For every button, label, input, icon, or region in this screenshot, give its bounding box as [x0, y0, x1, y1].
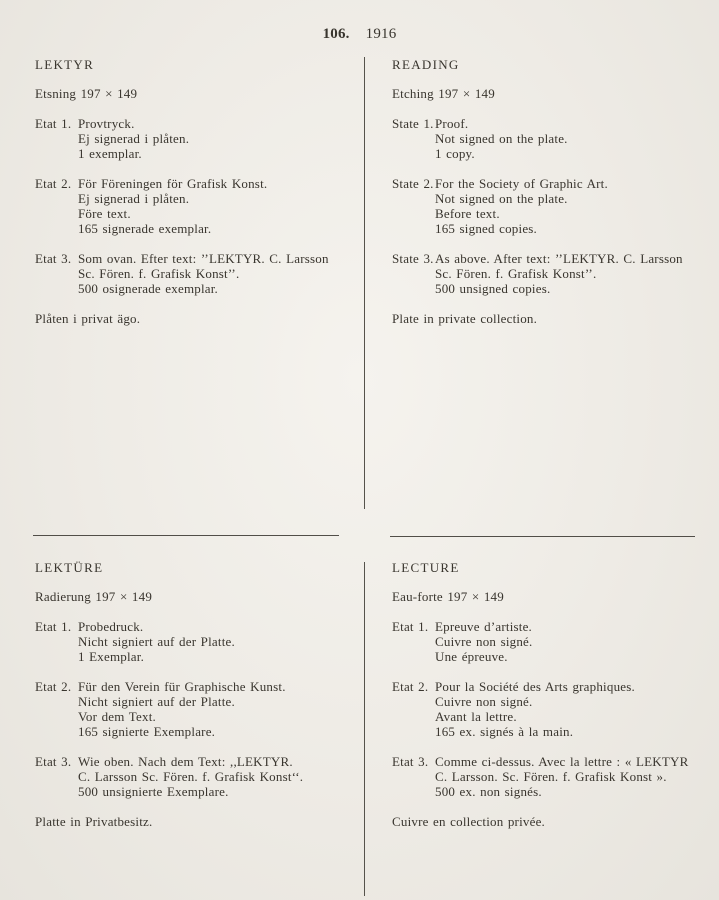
- state-lines: [78, 116, 349, 161]
- year: 1916: [365, 26, 397, 42]
- state-block: [392, 176, 706, 236]
- state-line: För Föreningen för Grafisk Konst.: [78, 176, 268, 191]
- state-line: 165 signerade exemplar.: [78, 221, 212, 236]
- state-lines: [78, 176, 349, 236]
- state-line: 1 copy.: [435, 146, 475, 161]
- state-line: Before text.: [435, 206, 500, 221]
- state-line: 500 osignerade exemplar.: [78, 281, 219, 296]
- section-title: LEKTÜRE: [35, 560, 104, 575]
- state-line: 500 unsigned copies.: [435, 281, 551, 296]
- state-line: Nicht signiert auf der Platte.: [78, 694, 235, 709]
- state-line: For the Society of Graphic Art.: [435, 176, 608, 191]
- state-line: 165 signierte Exemplare.: [78, 724, 216, 739]
- state-line: 500 ex. non signés.: [435, 784, 542, 799]
- state-block: [35, 619, 349, 664]
- page-header: [0, 26, 719, 43]
- section-footer: Cuivre en collection privée.: [392, 814, 545, 829]
- state-line: Pour la Société des Arts graphiques.: [435, 679, 635, 694]
- state-line: Provtryck.: [78, 116, 135, 131]
- state-line: Vor dem Text.: [78, 709, 156, 724]
- state-line: As above. After text: ’’LEKTYR. C. Larsson: [435, 251, 683, 266]
- state-line: Probedruck.: [78, 619, 144, 634]
- state-lines: [435, 679, 706, 739]
- state-block: [35, 679, 349, 739]
- state-lines: [435, 176, 706, 236]
- state-line: Epreuve d’artiste.: [435, 619, 533, 634]
- state-line: 500 unsignierte Exemplare.: [78, 784, 229, 799]
- state-block: [35, 116, 349, 161]
- state-line: 1 exemplar.: [78, 146, 142, 161]
- state-line: Avant la lettre.: [435, 709, 517, 724]
- catalog-number: 106.: [322, 26, 350, 42]
- state-block: [392, 619, 706, 664]
- state-label: Etat 3.: [35, 754, 72, 769]
- medium-line: Eau-forte 197 × 149: [392, 589, 504, 604]
- section-footer: Plåten i privat ägo.: [35, 311, 141, 326]
- state-label: Etat 2.: [392, 679, 429, 694]
- state-block: [35, 176, 349, 236]
- state-line: C. Larsson Sc. Fören. f. Grafisk Konst‘‘.: [78, 769, 304, 784]
- column-divider-top: [364, 57, 365, 509]
- section-divider-left: [33, 535, 339, 536]
- state-line: Sc. Fören. f. Grafisk Konst’’.: [435, 266, 597, 281]
- state-block: [35, 754, 349, 799]
- section-german: [35, 560, 349, 829]
- state-label: State 1.: [392, 116, 434, 131]
- state-block: [392, 679, 706, 739]
- state-line: 165 signed copies.: [435, 221, 538, 236]
- state-label: Etat 3.: [35, 251, 72, 266]
- state-line: 165 ex. signés à la main.: [435, 724, 574, 739]
- state-line: Cuivre non signé.: [435, 634, 533, 649]
- medium-line: Radierung 197 × 149: [35, 589, 153, 604]
- state-block: [35, 251, 349, 296]
- state-line: Nicht signiert auf der Platte.: [78, 634, 235, 649]
- state-line: C. Larsson. Sc. Fören. f. Grafisk Konst ».: [435, 769, 667, 784]
- state-line: Proof.: [435, 116, 469, 131]
- state-line: Cuivre non signé.: [435, 694, 533, 709]
- state-label: Etat 2.: [35, 679, 72, 694]
- state-line: Ej signerad i plåten.: [78, 131, 190, 146]
- state-line: Not signed on the plate.: [435, 191, 568, 206]
- section-title: LECTURE: [392, 560, 460, 575]
- section-french: [392, 560, 706, 829]
- state-line: Für den Verein für Graphische Kunst.: [78, 679, 286, 694]
- state-line: Wie oben. Nach dem Text: ,,LEKTYR.: [78, 754, 293, 769]
- state-lines: [78, 754, 349, 799]
- section-english: [392, 57, 706, 326]
- section-swedish: [35, 57, 349, 326]
- section-footer: Platte in Privatbesitz.: [35, 814, 153, 829]
- state-lines: [78, 619, 349, 664]
- state-block: [392, 754, 706, 799]
- state-line: Not signed on the plate.: [435, 131, 568, 146]
- state-line: Ej signerad i plåten.: [78, 191, 190, 206]
- state-label: State 2.: [392, 176, 434, 191]
- state-line: Före text.: [78, 206, 131, 221]
- section-divider-right: [390, 536, 695, 537]
- state-line: Som ovan. Efter text: ’’LEKTYR. C. Larsson: [78, 251, 329, 266]
- state-label: Etat 3.: [392, 754, 429, 769]
- state-line: Comme ci-dessus. Avec la lettre : « LEKTYR: [435, 754, 689, 769]
- section-title: READING: [392, 57, 460, 72]
- state-lines: [78, 679, 349, 739]
- state-block: [392, 251, 706, 296]
- state-label: Etat 1.: [392, 619, 429, 634]
- state-label: State 3.: [392, 251, 434, 266]
- state-block: [392, 116, 706, 161]
- medium-line: Etching 197 × 149: [392, 86, 495, 101]
- state-lines: [435, 116, 706, 161]
- state-line: 1 Exemplar.: [78, 649, 145, 664]
- section-title: LEKTYR: [35, 57, 95, 72]
- column-divider-bottom: [364, 562, 365, 896]
- state-lines: [435, 619, 706, 664]
- medium-line: Etsning 197 × 149: [35, 86, 138, 101]
- state-label: Etat 1.: [35, 116, 72, 131]
- state-lines: [435, 754, 706, 799]
- state-label: Etat 2.: [35, 176, 72, 191]
- state-line: Une épreuve.: [435, 649, 508, 664]
- state-line: Sc. Fören. f. Grafisk Konst’’.: [78, 266, 240, 281]
- state-lines: [435, 251, 706, 296]
- state-label: Etat 1.: [35, 619, 72, 634]
- section-footer: Plate in private collection.: [392, 311, 538, 326]
- state-lines: [78, 251, 349, 296]
